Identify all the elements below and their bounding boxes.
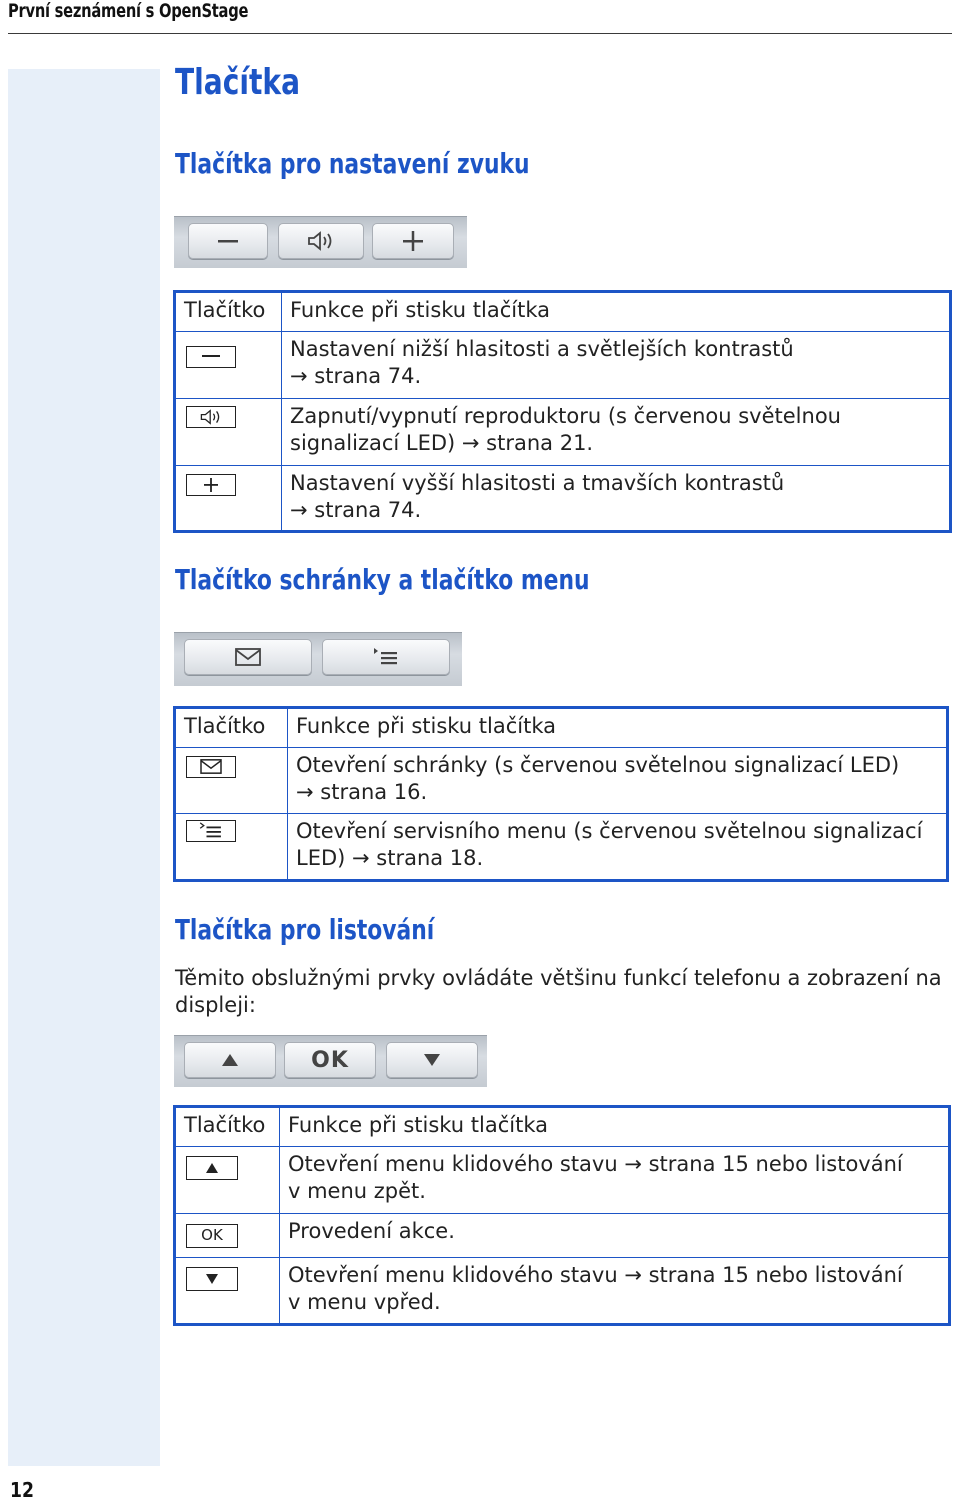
- table-row: [175, 332, 951, 399]
- scroll-key-strip-image: [174, 1035, 487, 1087]
- row-function-line: Otevření schránky (s červenou světelnou signalizací LED): [296, 753, 900, 777]
- table-row: [175, 1258, 950, 1325]
- menu-icon: [186, 820, 236, 842]
- column-header-key: Tlačítko: [175, 708, 288, 748]
- table-row: [175, 748, 948, 814]
- arrow-down-key: [386, 1042, 478, 1078]
- ok-key-label: OK: [311, 1047, 349, 1073]
- row-function-line: Otevření menu klidového stavu → strana 15 nebo listování: [288, 1152, 903, 1176]
- minus-key: [188, 223, 268, 259]
- envelope-icon: [186, 756, 236, 778]
- plus-icon: [186, 474, 236, 496]
- minus-icon: [218, 239, 238, 243]
- table-row: [175, 466, 951, 532]
- side-strip: [8, 69, 160, 1466]
- table-row: [175, 814, 948, 881]
- menu-key: [322, 639, 450, 675]
- ok-icon: [186, 1224, 238, 1248]
- speaker-key: [278, 223, 364, 259]
- column-header-key: Tlačítko: [175, 292, 282, 332]
- plus-icon: [403, 231, 423, 251]
- page-number: 12: [10, 1478, 34, 1502]
- running-title: První seznámení s OpenStage: [8, 0, 249, 22]
- row-page-reference: → strana 74.: [290, 364, 422, 388]
- mailbox-keys-table: [173, 706, 949, 882]
- row-function-line: LED) → strana 18.: [296, 846, 484, 870]
- scroll-intro-paragraph: Těmito obslužnými prvky ovládáte většinu funkcí telefonu a zobrazení na displeji:: [175, 966, 942, 1017]
- running-header: [8, 0, 952, 34]
- arrow-down-icon: [423, 1053, 441, 1067]
- speaker-icon: [186, 406, 236, 428]
- page-title: Tlačítka: [175, 62, 301, 103]
- ok-icon-label: OK: [201, 1226, 223, 1244]
- row-function-line: Nastavení nižší hlasitosti a světlejších kontrastů: [290, 337, 794, 361]
- arrow-up-key: [184, 1042, 276, 1078]
- mailbox-key: [184, 639, 312, 675]
- audio-section-heading: Tlačítka pro nastavení zvuku: [175, 147, 530, 180]
- table-row: [175, 1214, 950, 1258]
- table-header-row: [175, 708, 948, 748]
- arrow-up-icon: [186, 1156, 238, 1180]
- plus-key: [372, 223, 454, 259]
- scroll-section-heading: Tlačítka pro listování: [175, 913, 435, 946]
- speaker-icon: [306, 231, 336, 251]
- table-header-row: [175, 1107, 950, 1147]
- row-function-line: v menu vpřed.: [288, 1290, 441, 1314]
- audio-key-strip-image: [174, 216, 467, 268]
- row-function-line: signalizací LED) → strana 21.: [290, 431, 594, 455]
- table-row: [175, 1147, 950, 1214]
- mailbox-section-heading: Tlačítko schránky a tlačítko menu: [175, 563, 590, 596]
- arrow-up-icon: [221, 1053, 239, 1067]
- minus-icon: [186, 346, 236, 368]
- column-header-key: Tlačítko: [175, 1107, 280, 1147]
- row-page-reference: → strana 74.: [290, 498, 422, 522]
- row-function-line: Otevření menu klidového stavu → strana 15 nebo listování: [288, 1263, 903, 1287]
- column-header-function: Funkce při stisku tlačítka: [282, 292, 951, 332]
- ok-key: [284, 1042, 376, 1078]
- menu-icon: [372, 647, 400, 667]
- row-page-reference: → strana 16.: [296, 780, 428, 804]
- table-header-row: [175, 292, 951, 332]
- table-row: [175, 399, 951, 466]
- scroll-keys-table: [173, 1105, 951, 1326]
- column-header-function: Funkce při stisku tlačítka: [280, 1107, 950, 1147]
- row-function-line: Otevření servisního menu (s červenou světelnou signalizací: [296, 819, 923, 843]
- audio-keys-table: [173, 290, 952, 533]
- arrow-down-icon: [186, 1267, 238, 1291]
- row-function-line: Nastavení vyšší hlasitosti a tmavších kontrastů: [290, 471, 785, 495]
- mailbox-key-strip-image: [174, 632, 462, 686]
- column-header-function: Funkce při stisku tlačítka: [288, 708, 948, 748]
- envelope-icon: [235, 648, 261, 666]
- row-function-line: v menu zpět.: [288, 1179, 426, 1203]
- row-function-line: Provedení akce.: [288, 1219, 455, 1243]
- row-function-line: Zapnutí/vypnutí reproduktoru (s červenou světelnou: [290, 404, 841, 428]
